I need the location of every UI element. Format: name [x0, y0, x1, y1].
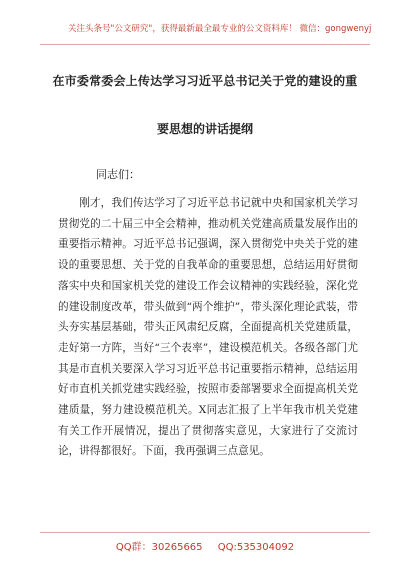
footer-qq: QQ:535304092 [217, 542, 295, 553]
footer-qq-group: QQ群：30265665 [115, 542, 203, 553]
footer-divider [40, 532, 370, 533]
header-banner: 关注头条号"公文研究"，获得最新最全最专业的公文资料库！ 微信：gongwenyj [68, 24, 372, 34]
greeting: 同志们： [96, 168, 140, 181]
document-title-line2: 要思想的讲话提纲 [156, 122, 253, 136]
footer [40, 538, 370, 553]
header-divider [40, 44, 370, 45]
document-title-line1: 在市委常委会上传达学习习近平总书记关于党的建设的重 [52, 74, 358, 88]
body-paragraph: 刚才，我们传达学习了习近平总书记就中央和国家机关学习贯彻党的二十届三中全会精神，推动机关党建高质量发展作出的重要指示精神。习近平总书记强调，深入贯彻党中央关于党的建设的重要思想、关于党的自我革命的重要思想，总结运用好贯彻落实中央和国家机关党的建设工作会议精神的实践经验，深化党的建设制度改革，带头做到“两个维护”，带头深化理论武装，带头夯实基层基础，带头正风肃纪反腐，全面提高机关党建质量，走好第一方阵，当好“三个表率”，建设模范机关。各级各部门尤其是市直机关要深入学习习近平总书记重要指示精神，总结运用好市直机关抓党建实践经验，按照市委部署要求全面提高机关党建质量，努力建设模范机关。X同志汇报了上半年我市机关党建有关工作开展情况，提出了贯彻落实意见，大家进行了交流讨论，讲得都很好。下面，我再强调三点意见。 [58, 197, 358, 458]
